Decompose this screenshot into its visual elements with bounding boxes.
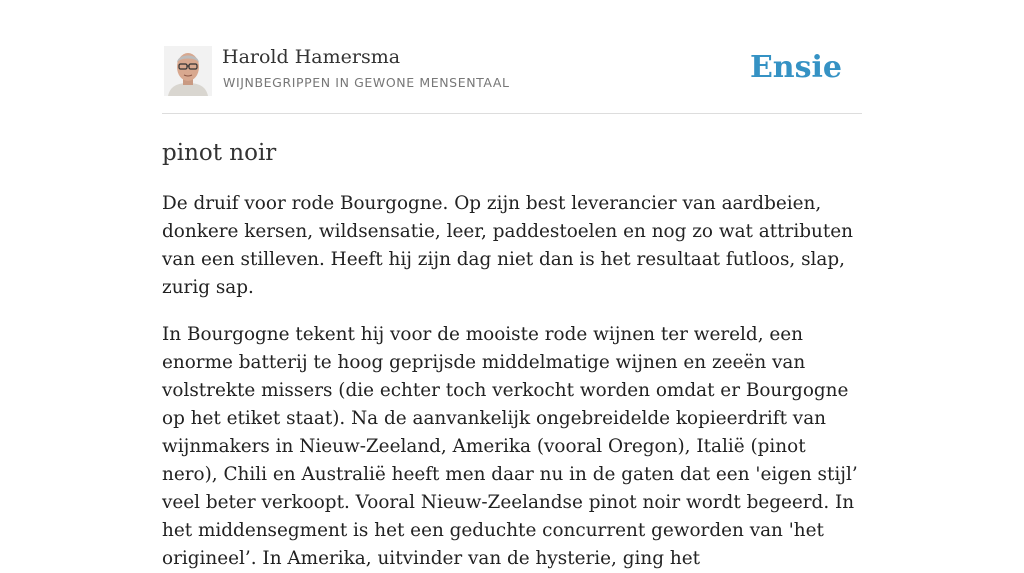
ensie-logo-link[interactable]: Ensie [749,50,842,85]
author-portrait-icon [164,46,212,96]
author-tagline: WIJNBEGRIPPEN IN GEWONE MENSENTAAL [223,75,510,90]
author-name[interactable]: Harold Hamersma [222,46,401,68]
article-paragraph-2: In Bourgogne tekent hij voor de mooiste rode wijnen ter wereld, een enorme batterij te hoog geprijsde middelmatige wijnen en zeeën van volstrekte missers (die echter toch verkocht worden omdat er Bourgogne op het etiket staat). Na de aanvankelijk ongebreidelde kopieerdrift van wijnmakers in Nieuw-Zeeland, Amerika (vooral Oregon), Italië (pinot nero), Chili en Australië heeft men daar nu in de gaten dat een 'eigen stijl’ veel beter verkoopt. Vooral Nieuw-Zeelandse pinot noir wordt begeerd. In het middensegment is het een geduchte concurrent geworden van 'het origineel’. In Amerika, uitvinder van de hysterie, ging het [162,324,858,569]
article-paragraph-1: De druif voor rode Bourgogne. Op zijn best leverancier van aardbeien, donkere kersen, wildsensatie, leer, paddestoelen en nog zo wat attributen van een stilleven. Heeft hij zijn dag niet dan is het resultaat futloos, slap, zurig sap. [162,193,853,298]
page-container [162,0,862,573]
article-title: pinot noir [162,140,277,166]
site-header [162,0,862,114]
author-avatar[interactable] [164,46,212,96]
